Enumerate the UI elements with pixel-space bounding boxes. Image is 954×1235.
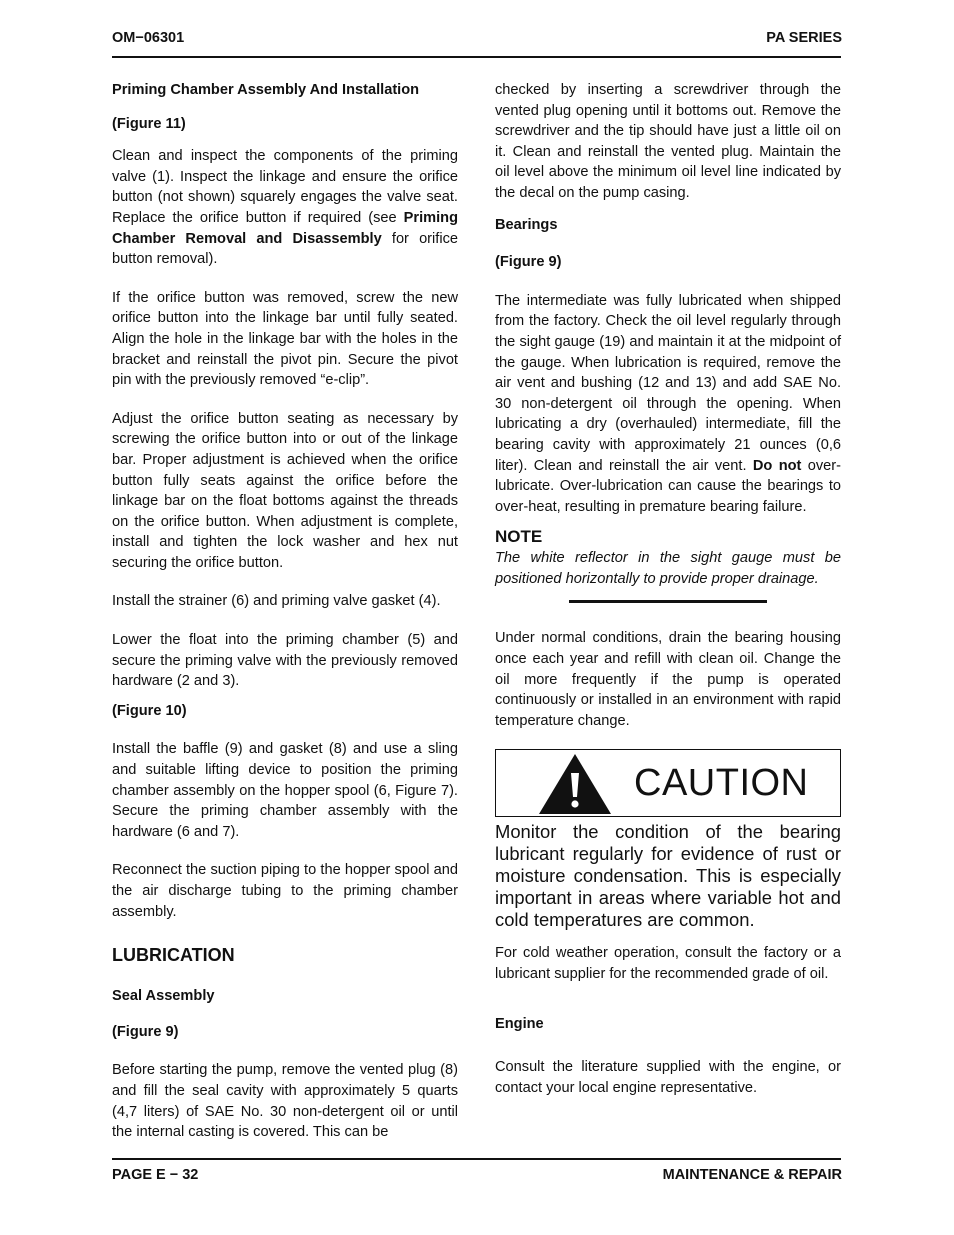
- paragraph-orifice-button: If the orifice button was removed, screw the new orifice button into the linkage bar until fully seated. Align the hole in the linkage bar with the holes in the bracket and reinstall the pivot pin. Secure the pivot pin with the previously removed “e-clip”.: [112, 289, 458, 389]
- note-body: The white reflector in the sight gauge must be positioned horizontally to provide proper drainage.: [495, 550, 841, 587]
- heading-bearings: Bearings: [495, 216, 558, 233]
- header-doc-number: OM−06301: [112, 30, 185, 46]
- footer-section: MAINTENANCE & REPAIR: [662, 1167, 842, 1183]
- left-column: [112, 80, 458, 1143]
- heading-engine: Engine: [495, 1015, 544, 1032]
- figure-ref-10: (Figure 10): [112, 702, 187, 719]
- warning-triangle-icon: [538, 753, 612, 815]
- paragraph-screwdriver-check: checked by inserting a screwdriver through the vented plug opening until it bottoms out. Remove the screwdriver and the tip should have just a little oil on it. Clean and reinstall the vented plug. Maintain the oil level above the minimum oil level line indicated by the decal on the pump casing.: [495, 82, 841, 201]
- caution-message: Monitor the condition of the bearing lubricant regularly for evidence of rust or moisture condensation. This is especially important in areas where variable hot and cold temperatures are common.: [495, 821, 841, 930]
- heading-lubrication: LUBRICATION: [112, 945, 235, 966]
- paragraph-clean-inspect: [112, 146, 458, 270]
- header-rule: [112, 56, 841, 58]
- note-divider: [569, 600, 767, 603]
- note-title: NOTE: [495, 527, 543, 547]
- figure-ref-9: (Figure 9): [112, 1023, 179, 1040]
- text-run: The intermediate was fully lubricated when shipped from the factory. Check the oil level regularly through the sight gauge (19) and maintain it at the midpoint of the gauge. When lubrication is required, remove the air vent and bushing (12 and 13) and add SAE No. 30 non-detergent oil through the opening. When lubricating a dry (overhauled) intermediate, fill the bearing cavity with approximately 21 ounces (0,6 liter). Clean and reinstall the air vent.: [495, 292, 841, 474]
- caution-banner: [495, 749, 841, 817]
- heading-seal-assembly: Seal Assembly: [112, 988, 215, 1005]
- figure-ref-9: (Figure 9): [495, 254, 562, 271]
- footer-rule: [112, 1158, 841, 1160]
- footer-page-number: PAGE E − 32: [112, 1167, 199, 1183]
- caution-label: CAUTION: [634, 762, 809, 805]
- paragraph-adjust-seating: Adjust the orifice button seating as necessary by screwing the orifice button into or out of the linkage bar. Proper adjustment is achieved when the orifice button fully seats against the orifice before the linkage bar on the float bottoms against the threads on the orifice button. When adjustment is complete, install and tighten the lock washer and hex nut securing the orifice button.: [112, 410, 458, 571]
- heading-priming-chamber-assembly: Priming Chamber Assembly And Installation: [112, 82, 420, 98]
- right-column: [495, 80, 841, 1098]
- paragraph-drain-bearing-housing: Under normal conditions, drain the bearing housing once each year and refill with clean oil. Change the oil more frequently if the pump is operated continuously or installed in an environment with rapid temperature change.: [495, 630, 841, 729]
- text-run: for orifice button removal).: [112, 230, 458, 268]
- header-series: PA SERIES: [766, 30, 842, 46]
- figure-ref-11: (Figure 11): [112, 115, 186, 132]
- emphasis-do-not: Do not: [752, 457, 802, 474]
- paragraph-reconnect-piping: Reconnect the suction piping to the hopper spool and the air discharge tubing to the priming chamber assembly.: [112, 862, 458, 920]
- paragraph-install-strainer: Install the strainer (6) and priming valve gasket (4).: [112, 593, 441, 610]
- cross-reference: Priming Chamber Removal and Disassembly: [112, 209, 458, 247]
- paragraph-install-baffle: Install the baffle (9) and gasket (8) and use a sling and suitable lifting device to position the priming chamber assembly on the hopper spool (6, Figure 7). Secure the priming chamber assembly with the hardware (6 and 7).: [112, 741, 458, 840]
- paragraph-lower-float: Lower the float into the priming chamber (5) and secure the priming valve with the previously removed hardware (2 and 3).: [112, 632, 458, 690]
- paragraph-cold-weather: For cold weather operation, consult the factory or a lubricant supplier for the recommended grade of oil.: [495, 945, 841, 983]
- paragraph-engine-literature: Consult the literature supplied with the engine, or contact your local engine representative.: [495, 1059, 841, 1096]
- paragraph-intermediate-lubrication: [495, 291, 841, 518]
- text-run: Clean and inspect the components of the priming valve (1). Inspect the linkage and ensure the orifice button (not shown) squarely engages the valve seat. Replace the orifice button if required (see: [112, 148, 458, 226]
- text-run: over-lubricate. Over-lubrication can cause the bearings to over-heat, resulting in premature bearing failure.: [495, 457, 842, 515]
- paragraph-seal-cavity: Before starting the pump, remove the vented plug (8) and fill the seal cavity with approximately 5 quarts (4,7 liters) of SAE No. 30 non-detergent oil or until the internal casting is covered. This can be: [112, 1062, 458, 1141]
